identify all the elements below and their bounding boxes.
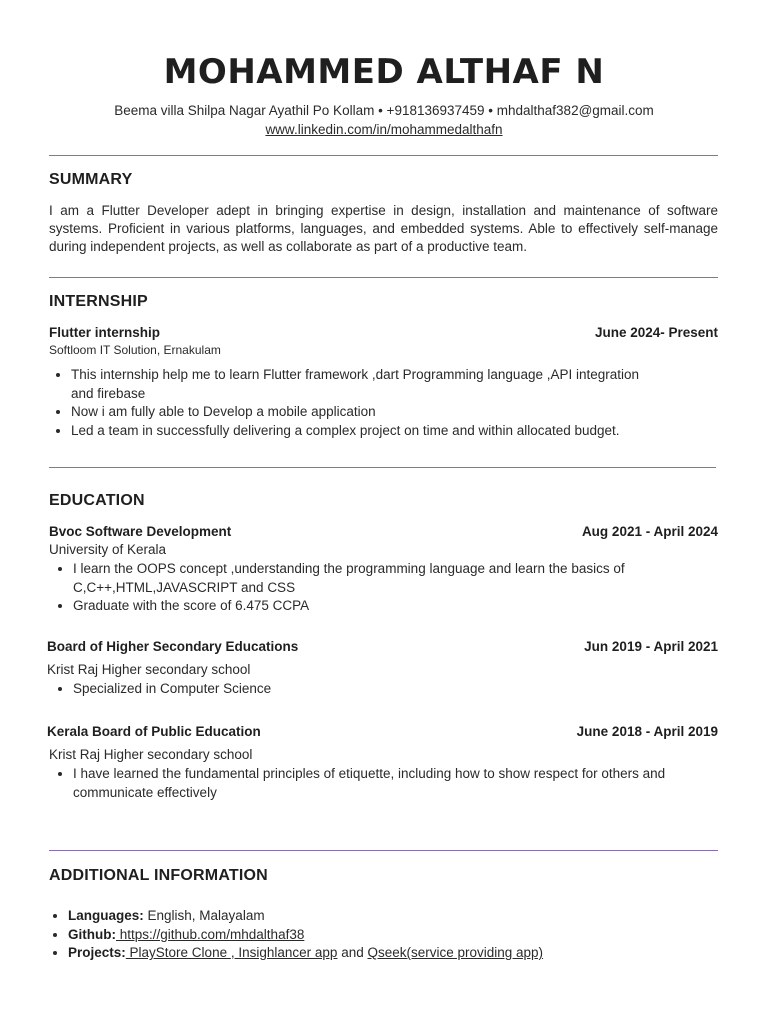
education-degree: Bvoc Software Development [49,524,232,539]
contact-line: Beema villa Shilpa Nagar Ayathil Po Kollam • +918136937459 • mhdalthaf382@gmail.com [114,103,654,118]
education-degree: Kerala Board of Public Education [47,724,261,739]
list-item: • I learn the OOPS concept ,understanding the programming language and learn the basics of C,C++,HTML,JAVASCRIPT and CSS [73,560,711,597]
divider [49,850,718,851]
languages-value: English, Malayalam [143,908,265,923]
project-link-playstore-clone[interactable]: PlayStore Clone [125,945,231,960]
education-school: Krist Raj Higher secondary school [47,662,251,677]
github-link[interactable]: https://github.com/mhdalthaf38 [115,926,305,942]
internship-date: June 2024- Present [594,325,718,340]
project-separator: , [230,945,235,960]
linkedin-link[interactable]: www.linkedin.com/in/mohammedalthafn [265,122,503,137]
internship-company: Softloom IT Solution, Ernakulam [49,343,221,357]
education-school: University of Kerala [49,542,167,557]
education-bullets [51,765,691,802]
summary-text: I am a Flutter Developer adept in bringing expertise in design, installation and maintenance of software systems. Proficient in various platforms, languages, and embedded systems. Able to effectively self-manage during independent projects, as well as collaborate as part of a productive team. [49,203,718,254]
list-item [68,907,716,926]
divider [49,155,718,156]
internship-bullets [49,366,649,440]
and-text: and [337,945,368,960]
list-item: • Graduate with the score of 6.475 CCPA [73,597,711,616]
languages-label: Languages: [68,908,144,923]
list-item: • This internship help me to learn Flutter framework ,dart Programming language ,API integration and firebase [71,366,649,403]
list-item [68,926,716,945]
education-date: Jun 2019 - April 2021 [584,639,718,654]
education-bullets [51,560,711,616]
education-bullets [51,680,711,699]
github-label: Github: [68,926,116,942]
list-item [68,944,716,963]
additional-list [46,907,716,963]
internship-heading: INTERNSHIP [49,293,148,310]
education-school: Krist Raj Higher secondary school [49,747,253,762]
education-heading: EDUCATION [49,492,145,509]
education-date: Aug 2021 - April 2024 [581,524,718,539]
projects-label: Projects: [68,945,126,960]
list-item: • I have learned the fundamental principles of etiquette, including how to show respect for others and communicate effectively [73,765,691,802]
summary-heading: SUMMARY [49,171,133,188]
education-degree: Board of Higher Secondary Educations [47,639,299,654]
project-link-insighlancer[interactable]: Insighlancer app [234,945,338,960]
candidate-name: MOHAMMED ALTHAF N [163,52,605,92]
education-date: June 2018 - April 2019 [576,724,718,739]
internship-role: Flutter internship [49,325,160,340]
list-item: • Now i am fully able to Develop a mobile application [71,403,649,422]
project-link-qseek[interactable]: Qseek(service providing app) [367,945,544,960]
additional-heading: ADDITIONAL INFORMATION [49,867,268,884]
list-item: • Specialized in Computer Science [73,680,711,699]
divider [49,277,718,278]
list-item: • Led a team in successfully delivering a complex project on time and within allocated budget. [71,422,649,441]
divider [49,467,716,468]
